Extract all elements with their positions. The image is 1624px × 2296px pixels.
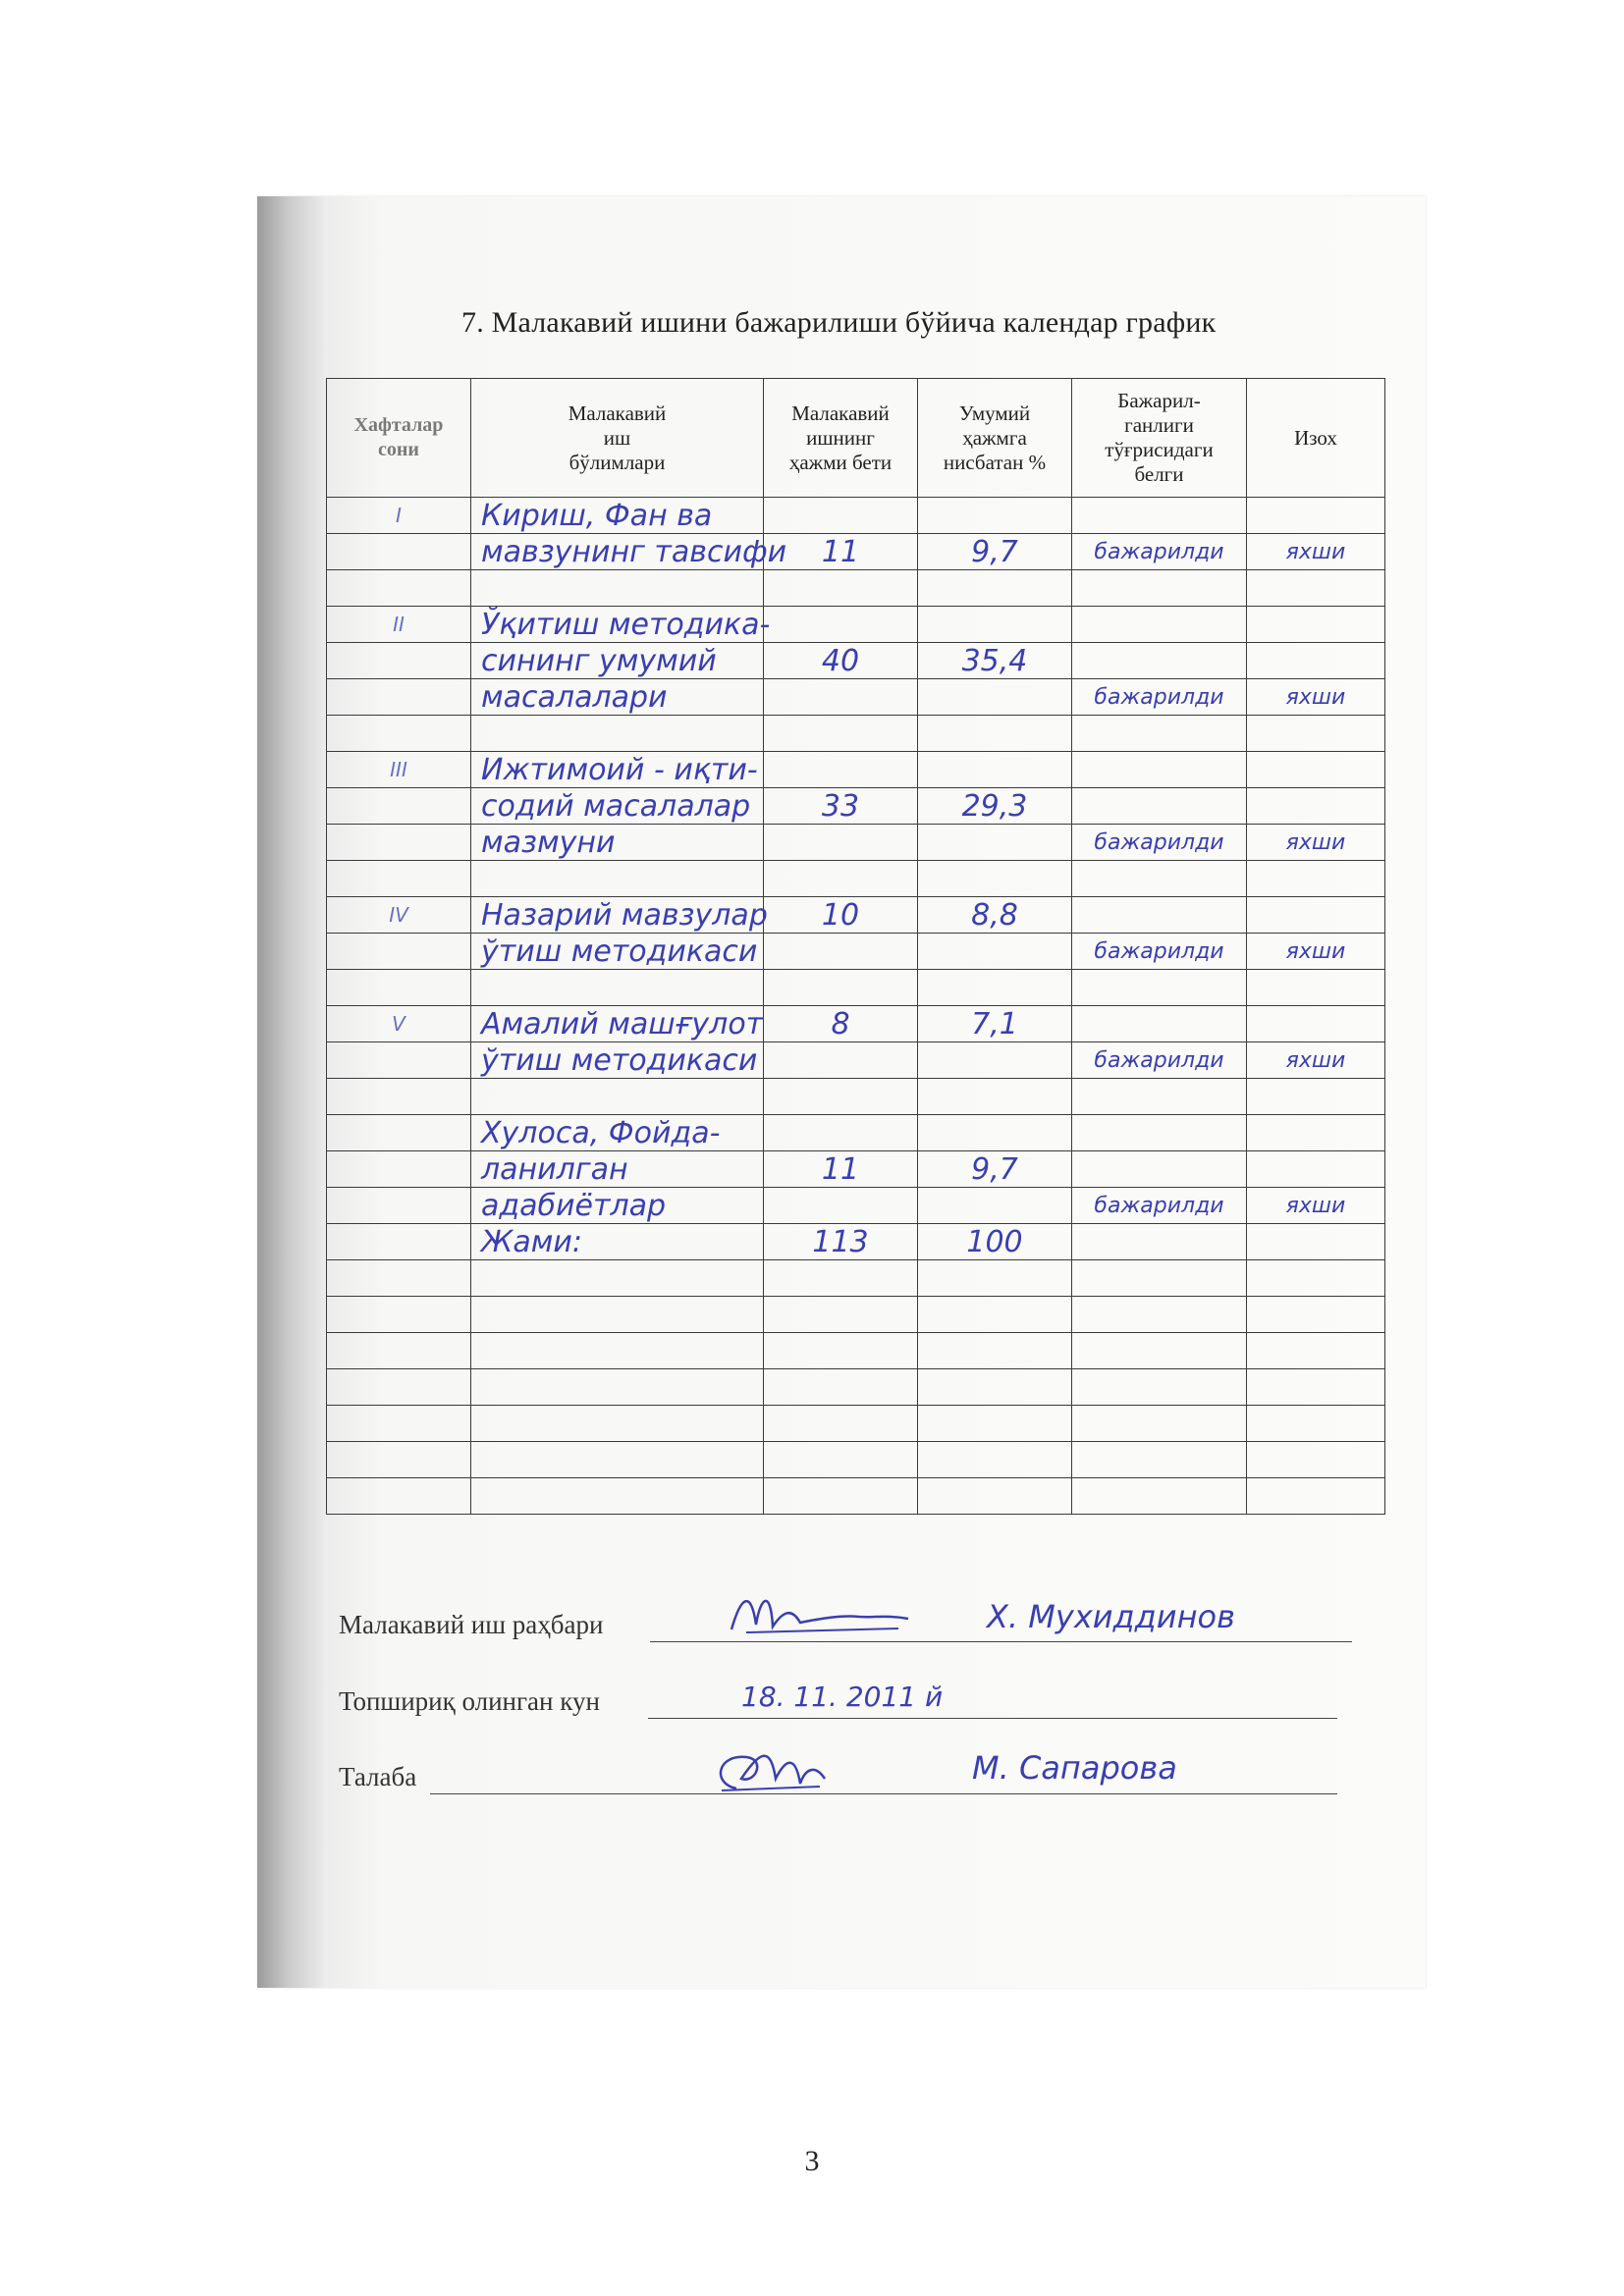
table-row (327, 788, 1385, 825)
volume-cell (764, 1442, 918, 1478)
percent-cell (918, 1151, 1072, 1188)
note-cell (1247, 1079, 1385, 1115)
page-number: 3 (804, 2145, 820, 2177)
week-cell (327, 1333, 471, 1369)
handwritten-text: сининг умумий (481, 643, 717, 678)
handwritten-text: II (393, 613, 405, 636)
note-cell (1247, 897, 1385, 934)
volume-cell (764, 1151, 918, 1188)
volume-cell (764, 752, 918, 788)
handwritten-text: ўтиш методикаси (481, 934, 758, 969)
handwritten-text: бажарилди (1094, 539, 1224, 564)
date-line (648, 1718, 1337, 1719)
volume-cell (764, 1333, 918, 1369)
handwritten-text: 8,8 (971, 897, 1018, 933)
header-sections (471, 379, 764, 498)
percent-cell (918, 897, 1072, 934)
table-row (327, 643, 1385, 679)
table-row (327, 1006, 1385, 1042)
week-cell (327, 970, 471, 1006)
table-row (327, 1042, 1385, 1079)
percent-cell (918, 1369, 1072, 1406)
completion-cell (1072, 1260, 1247, 1297)
handwritten-text: яхши (1285, 938, 1346, 964)
percent-cell (918, 1478, 1072, 1515)
percent-cell (918, 643, 1072, 679)
percent-cell (918, 1115, 1072, 1151)
note-cell (1247, 679, 1385, 716)
handwritten-text: Амалий машғулот (481, 1006, 764, 1041)
table-row (327, 607, 1385, 643)
header-line: нисбатан % (943, 450, 1047, 474)
volume-cell (764, 1079, 918, 1115)
percent-cell (918, 716, 1072, 752)
table-row (327, 934, 1385, 970)
percent-cell (918, 1333, 1072, 1369)
note-cell (1247, 498, 1385, 534)
completion-cell (1072, 1478, 1247, 1515)
volume-cell (764, 1369, 918, 1406)
supervisor-signature-scrawl (722, 1585, 918, 1644)
note-cell (1247, 643, 1385, 679)
supervisor-label: Малакавий иш раҳбари (339, 1610, 604, 1639)
week-cell (327, 1006, 471, 1042)
handwritten-text: 10 (821, 897, 860, 933)
handwritten-text: яхши (1285, 829, 1346, 855)
completion-cell (1072, 1224, 1247, 1260)
section-cell (471, 1260, 764, 1297)
week-cell (327, 1478, 471, 1515)
section-cell (471, 1006, 764, 1042)
volume-cell (764, 679, 918, 716)
completion-cell (1072, 897, 1247, 934)
section-cell (471, 1151, 764, 1188)
student-name: М. Сапарова (972, 1749, 1177, 1787)
header-line: Малакавий (791, 400, 890, 425)
percent-cell (918, 1442, 1072, 1478)
table-row (327, 1297, 1385, 1333)
volume-cell (764, 1188, 918, 1224)
completion-cell (1072, 643, 1247, 679)
table-row (327, 1478, 1385, 1515)
volume-cell (764, 861, 918, 897)
week-cell (327, 825, 471, 861)
section-cell (471, 1333, 764, 1369)
handwritten-text: 40 (821, 643, 860, 678)
volume-cell (764, 970, 918, 1006)
volume-cell (764, 825, 918, 861)
handwritten-text: 33 (821, 788, 860, 824)
section-cell (471, 1188, 764, 1224)
section-cell (471, 1369, 764, 1406)
week-cell (327, 607, 471, 643)
week-cell (327, 570, 471, 607)
percent-cell (918, 825, 1072, 861)
handwritten-text: 100 (966, 1224, 1023, 1259)
handwritten-text: яхши (1285, 1193, 1346, 1218)
completion-cell (1072, 607, 1247, 643)
table-row (327, 498, 1385, 534)
volume-cell (764, 934, 918, 970)
week-cell (327, 716, 471, 752)
completion-cell (1072, 934, 1247, 970)
week-cell (327, 897, 471, 934)
section-cell (471, 1406, 764, 1442)
note-cell (1247, 607, 1385, 643)
header-line: ҳажмга (962, 425, 1027, 450)
header-line: Изох (1294, 425, 1337, 450)
percent-cell (918, 1260, 1072, 1297)
table-row (327, 1224, 1385, 1260)
section-cell (471, 1478, 764, 1515)
volume-cell (764, 643, 918, 679)
completion-cell (1072, 1406, 1247, 1442)
note-cell (1247, 1297, 1385, 1333)
header-line: иш (603, 425, 631, 450)
note-cell (1247, 788, 1385, 825)
table-row (327, 1333, 1385, 1369)
week-cell (327, 498, 471, 534)
volume-cell (764, 1260, 918, 1297)
header-line: ҳажми бети (788, 450, 893, 474)
volume-cell (764, 788, 918, 825)
note-cell (1247, 1406, 1385, 1442)
note-cell (1247, 970, 1385, 1006)
week-cell (327, 1260, 471, 1297)
volume-cell (764, 607, 918, 643)
handwritten-text: V (392, 1012, 406, 1036)
handwritten-text: бажарилди (1094, 829, 1224, 855)
week-cell (327, 861, 471, 897)
percent-cell (918, 1297, 1072, 1333)
header-note (1247, 379, 1385, 498)
note-cell (1247, 1151, 1385, 1188)
percent-cell (918, 498, 1072, 534)
handwritten-text: III (390, 758, 407, 781)
week-cell (327, 752, 471, 788)
note-cell (1247, 570, 1385, 607)
handwritten-text: 9,7 (971, 1151, 1018, 1187)
volume-cell (764, 1115, 918, 1151)
week-cell (327, 643, 471, 679)
completion-cell (1072, 570, 1247, 607)
header-line: тўғрисидаги (1105, 438, 1214, 461)
volume-cell (764, 1406, 918, 1442)
handwritten-text: 9,7 (971, 534, 1018, 569)
note-cell (1247, 1115, 1385, 1151)
note-cell (1247, 1006, 1385, 1042)
table-row (327, 1151, 1385, 1188)
completion-cell (1072, 861, 1247, 897)
section-cell (471, 861, 764, 897)
note-cell (1247, 1478, 1385, 1515)
section-cell (471, 934, 764, 970)
student-line (430, 1793, 1337, 1794)
completion-cell (1072, 1115, 1247, 1151)
table-row (327, 861, 1385, 897)
percent-cell (918, 861, 1072, 897)
handwritten-text: яхши (1285, 539, 1346, 564)
note-cell (1247, 1442, 1385, 1478)
week-cell (327, 1297, 471, 1333)
volume-cell (764, 1042, 918, 1079)
handwritten-text: бажарилди (1094, 938, 1224, 964)
completion-cell (1072, 752, 1247, 788)
section-cell (471, 643, 764, 679)
handwritten-text: Ижтимоий - иқти- (481, 752, 758, 787)
section-cell (471, 716, 764, 752)
header-line: Умумий (958, 400, 1031, 425)
volume-cell (764, 498, 918, 534)
handwritten-text: IV (389, 903, 408, 927)
handwritten-text: 29,3 (961, 788, 1028, 824)
table-row (327, 1188, 1385, 1224)
note-cell (1247, 861, 1385, 897)
completion-cell (1072, 970, 1247, 1006)
table-row (327, 825, 1385, 861)
completion-cell (1072, 1006, 1247, 1042)
handwritten-text: мазмуни (481, 825, 616, 860)
week-cell (327, 934, 471, 970)
handwritten-text: 35,4 (961, 643, 1028, 678)
handwritten-text: бажарилди (1094, 1047, 1224, 1073)
section-cell (471, 1079, 764, 1115)
volume-cell (764, 716, 918, 752)
percent-cell (918, 752, 1072, 788)
table-body (327, 498, 1385, 1515)
note-cell (1247, 1260, 1385, 1297)
completion-cell (1072, 1442, 1247, 1478)
percent-cell (918, 607, 1072, 643)
handwritten-text: масалалари (481, 679, 668, 715)
percent-cell (918, 1406, 1072, 1442)
section-cell (471, 498, 764, 534)
note-cell (1247, 1369, 1385, 1406)
section-cell (471, 825, 764, 861)
week-cell (327, 1406, 471, 1442)
volume-cell (764, 570, 918, 607)
table-row (327, 716, 1385, 752)
section-cell (471, 1224, 764, 1260)
handwritten-text: Хулоса, Фойда- (481, 1115, 721, 1150)
handwritten-text: яхши (1285, 1047, 1346, 1073)
percent-cell (918, 1188, 1072, 1224)
section-cell (471, 607, 771, 643)
week-cell (327, 1115, 471, 1151)
percent-cell (918, 1006, 1072, 1042)
week-cell (327, 1442, 471, 1478)
supervisor-name: Х. Мухиддинов (987, 1598, 1235, 1635)
note-cell (1247, 752, 1385, 788)
table-row (327, 1260, 1385, 1297)
table-row (327, 679, 1385, 716)
completion-cell (1072, 1079, 1247, 1115)
completion-cell (1072, 1369, 1247, 1406)
handwritten-text: бажарилди (1094, 684, 1224, 710)
student-label: Талаба (339, 1762, 417, 1791)
header-completion (1072, 379, 1247, 498)
table-row (327, 1369, 1385, 1406)
percent-cell (918, 788, 1072, 825)
week-cell (327, 1188, 471, 1224)
header-line: ганлиги (1124, 413, 1194, 437)
header-line: Хафталар (353, 414, 444, 436)
volume-cell (764, 1224, 918, 1260)
section-cell (471, 1115, 764, 1151)
percent-cell (918, 934, 1072, 970)
note-cell (1247, 1188, 1385, 1224)
week-cell (327, 1151, 471, 1188)
week-cell (327, 679, 471, 716)
page-title: 7. Малакавий ишини бажарилиши бўйича календар график (461, 306, 1217, 339)
week-cell (327, 1369, 471, 1406)
header-line: Бажарил- (1117, 389, 1201, 412)
handwritten-text: ўтиш методикаси (481, 1042, 758, 1078)
volume-cell (764, 897, 918, 934)
volume-cell (764, 1297, 918, 1333)
handwritten-text: ланилган (481, 1151, 628, 1187)
completion-cell (1072, 1297, 1247, 1333)
table-row (327, 1406, 1385, 1442)
volume-cell (764, 1006, 918, 1042)
section-cell (471, 534, 787, 570)
completion-cell (1072, 1188, 1247, 1224)
note-cell (1247, 534, 1385, 570)
percent-cell (918, 970, 1072, 1006)
completion-cell (1072, 534, 1247, 570)
note-cell (1247, 1042, 1385, 1079)
volume-cell (764, 1478, 918, 1515)
table-row (327, 1079, 1385, 1115)
percent-cell (918, 1079, 1072, 1115)
percent-cell (918, 570, 1072, 607)
table-row (327, 1115, 1385, 1151)
handwritten-text: Назарий мавзулар (481, 897, 768, 933)
date-value: 18. 11. 2011 й (741, 1681, 944, 1713)
header-line: ишнинг (806, 425, 875, 450)
percent-cell (918, 534, 1072, 570)
header-line: Малакавий (568, 400, 667, 425)
percent-cell (918, 679, 1072, 716)
handwritten-text: Ўқитиш методика- (481, 607, 771, 642)
header-line: сони (378, 439, 419, 460)
completion-cell (1072, 788, 1247, 825)
table-header-row (327, 379, 1385, 498)
header-line: белги (1134, 462, 1184, 486)
table-row (327, 752, 1385, 788)
handwritten-text: 11 (821, 1151, 860, 1187)
week-cell (327, 1079, 471, 1115)
note-cell (1247, 1224, 1385, 1260)
table-row (327, 970, 1385, 1006)
completion-cell (1072, 498, 1247, 534)
percent-cell (918, 1224, 1072, 1260)
section-cell (471, 570, 764, 607)
section-cell (471, 788, 764, 825)
completion-cell (1072, 825, 1247, 861)
header-line: бўлимлари (568, 450, 666, 474)
handwritten-text: адабиётлар (481, 1188, 667, 1223)
header-percent (918, 379, 1072, 498)
completion-cell (1072, 716, 1247, 752)
percent-cell (918, 1042, 1072, 1079)
note-cell (1247, 825, 1385, 861)
completion-cell (1072, 679, 1247, 716)
note-cell (1247, 1333, 1385, 1369)
week-cell (327, 788, 471, 825)
section-cell (471, 897, 768, 934)
week-cell (327, 1042, 471, 1079)
section-cell (471, 1042, 764, 1079)
section-cell (471, 1442, 764, 1478)
section-cell (471, 1297, 764, 1333)
header-volume (764, 379, 918, 498)
handwritten-text: мавзунинг тавсифи (481, 534, 787, 569)
handwritten-text: 11 (821, 534, 860, 569)
section-cell (471, 970, 764, 1006)
handwritten-text: 113 (812, 1224, 869, 1259)
handwritten-text: Жами: (481, 1224, 582, 1259)
handwritten-text: яхши (1285, 684, 1346, 710)
week-cell (327, 1224, 471, 1260)
note-cell (1247, 934, 1385, 970)
table-row (327, 1442, 1385, 1478)
handwritten-text: бажарилди (1094, 1193, 1224, 1218)
completion-cell (1072, 1042, 1247, 1079)
table-row (327, 897, 1385, 934)
handwritten-text: Кириш, Фан ва (481, 498, 713, 533)
note-cell (1247, 716, 1385, 752)
student-signature-scrawl (707, 1739, 835, 1800)
section-cell (471, 752, 764, 788)
completion-cell (1072, 1151, 1247, 1188)
handwritten-text: 7,1 (971, 1006, 1018, 1041)
table-row (327, 570, 1385, 607)
table-row (327, 534, 1385, 570)
handwritten-text: I (396, 504, 402, 527)
week-cell (327, 534, 471, 570)
handwritten-text: содий масалалар (481, 788, 751, 824)
handwritten-text: 8 (831, 1006, 850, 1041)
section-cell (471, 679, 764, 716)
volume-cell (764, 534, 918, 570)
completion-cell (1072, 1333, 1247, 1369)
header-weeks (327, 379, 471, 498)
date-label: Топшириқ олинган кун (339, 1686, 600, 1716)
calendar-table (326, 378, 1385, 1515)
